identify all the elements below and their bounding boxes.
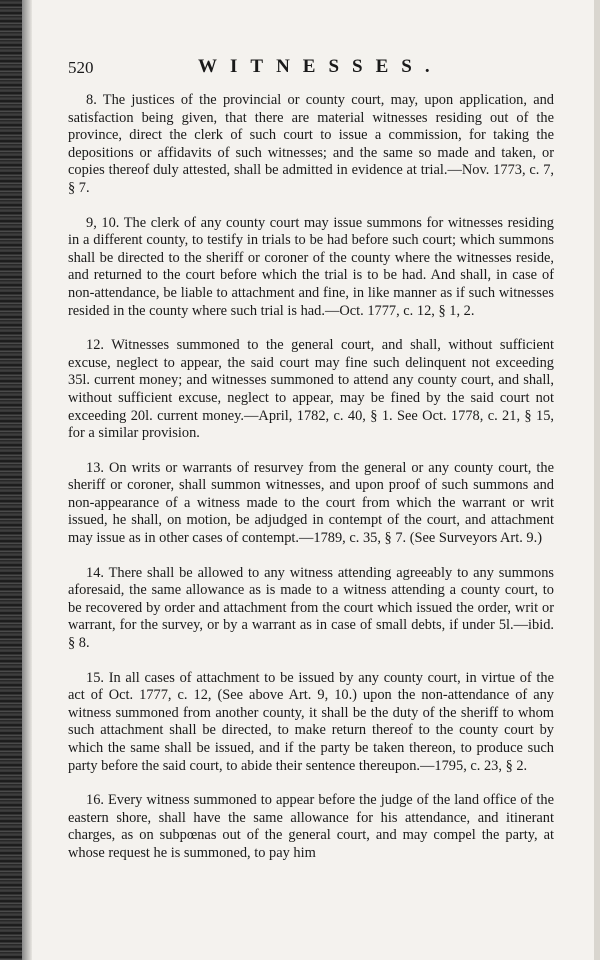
paragraph-16: 16. Every witness summoned to appear before the judge of the land office of the eastern shore, shall have the same allowance for his attendance, and itinerant charges, as on subpœnas out of the general court, and may compel the party, at whose request he is summoned, to pay him bbox=[68, 792, 554, 861]
paragraph-12: 12. Witnesses summoned to the general court, and shall, without sufficient excuse, neglect to appear, the said court may fine such delinquent not exceeding 35l. current money; and witnesses summoned to attend any county court, and shall, without sufficient excuse, neglect to appear, may be fined by the said court not exceeding 20l. current money.—April, 1782, c. 40, § 1. See Oct. 1778, c. 21, § 15, for a similar provision. bbox=[68, 337, 554, 442]
running-title: WITNESSES. bbox=[198, 56, 443, 77]
paragraph-14: 14. There shall be allowed to any witness attending agreeably to any summons aforesaid, the same allowance as is made to a witness attending a county court, to be recovered by order and attachment from the court which issued the order, writ or warrant, for the survey, or by a warrant as in case of small debts, if under 5l.—ibid. § 8. bbox=[68, 564, 554, 652]
page-fold-shadow bbox=[22, 0, 32, 960]
page-number: 520 bbox=[68, 58, 94, 77]
page-right-edge bbox=[594, 0, 600, 960]
page-body bbox=[68, 92, 554, 880]
paragraph-8: 8. The justices of the provincial or county court, may, upon application, and satisfaction being given, that there are material witnesses residing out of the province, direct the clerk of such court to issue a commission, for taking the depositions or affidavits of such witnesses; and the same so made and taken, or copies thereof duly attested, shall be admitted in evidence at trial.—Nov. 1773, c. 7, § 7. bbox=[68, 92, 554, 196]
paragraph-13: 13. On writs or warrants of resurvey from the general or any county court, the sheriff or coroner, shall summon witnesses, and upon proof of such summons and non-appearance of a witness made to the court from which the warrant or writ issued, he shall, on motion, be adjudged in contempt of the court, and attachment may issue as in other cases of contempt.—1789, c. 35, § 7. (See Surveyors Art. 9.) bbox=[68, 459, 554, 547]
page-header bbox=[68, 58, 558, 84]
binding-edge bbox=[0, 0, 22, 960]
paragraph-15: 15. In all cases of attachment to be issued by any county court, in virtue of the act of Oct. 1777, c. 12, (See above Art. 9, 10.) upon the non-attendance of any witness summoned from another county, it shall be the duty of the sheriff to whom such attachment shall be directed, to make return thereof to the county court by which the same shall be issued, and if the party be taken thereon, to produce such party before the said court, to abide their sentence thereupon.—1795, c. 23, § 2. bbox=[68, 669, 554, 774]
paragraph-9-10: 9, 10. The clerk of any county court may issue summons for witnesses residing in a different county, to testify in trials to be had before such court; which summons shall be directed to the sheriff or coroner of the county where the witnesses reside, and returned to the court before which the trial is to be had. And shall, in case of non-attendance, be liable to attachment and fine, in like manner as if such witnesses resided in the county where such trial is had.—Oct. 1777, c. 12, § 1, 2. bbox=[68, 214, 554, 319]
